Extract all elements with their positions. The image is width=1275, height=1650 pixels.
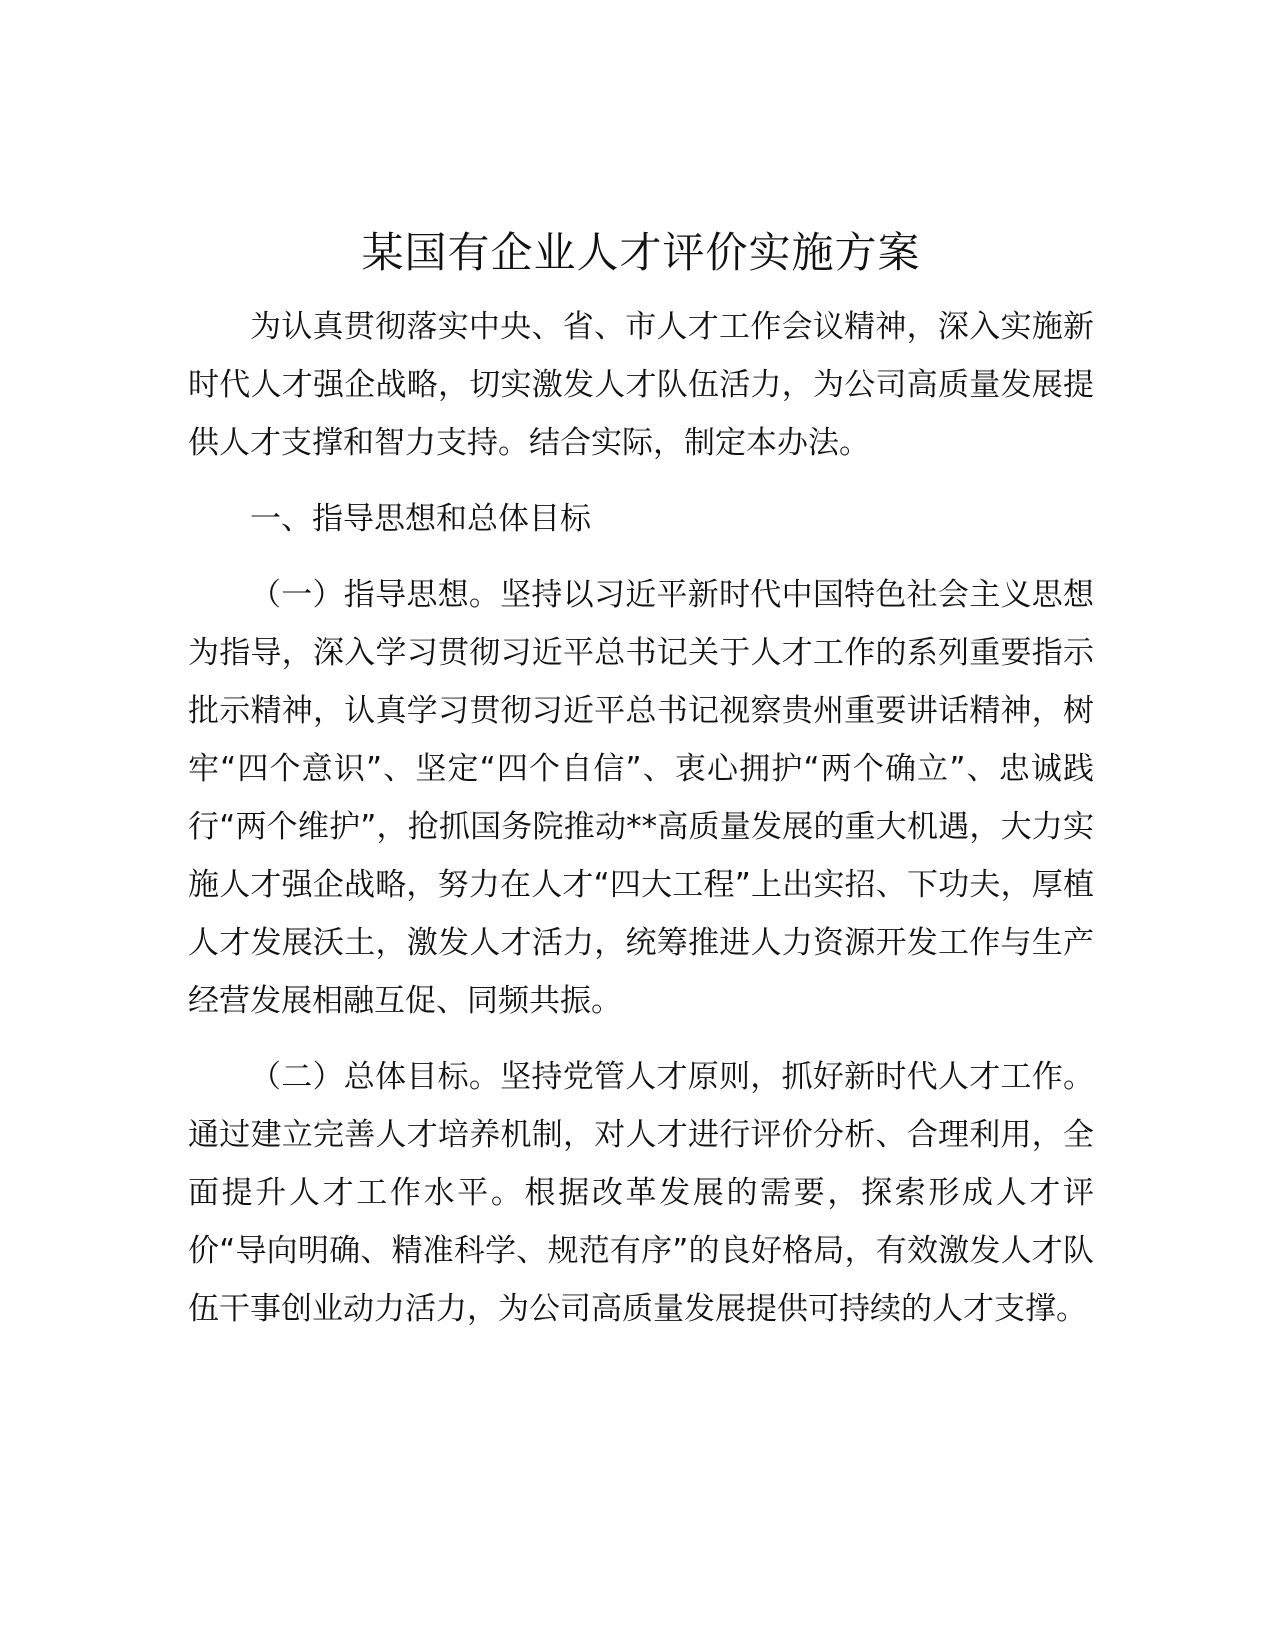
overall-goal-paragraph: （二）总体目标。坚持党管人才原则，抓好新时代人才工作。通过建立完善人才培养机制，对人才进行评价分析、合理利用，全面提升人才工作水平。根据改革发展的需要，探索形成人才评价“导向明确、精准科学、规范有序”的良好格局，有效激发人才队伍干事创业动力活力，为公司高质量发展提供可持续的人才支撑。: [188, 1059, 1094, 1327]
intro-paragraph: 为认真贯彻落实中央、省、市人才工作会议精神，深入实施新时代人才强企战略，切实激发人才队伍活力，为公司高质量发展提供人才支撑和智力支持。结合实际，制定本办法。: [188, 309, 1094, 461]
document-title: 某国有企业人才评价实施方案: [361, 228, 921, 277]
document-body: [188, 222, 1094, 1356]
section-heading-guiding-ideology-and-goals: 一、指导思想和总体目标: [250, 501, 591, 537]
guiding-ideology-paragraph: （一）指导思想。坚持以习近平新时代中国特色社会主义思想为指导，深入学习贯彻习近平总书记关于人才工作的系列重要指示批示精神，认真学习贯彻习近平总书记视察贵州重要讲话精神，树牢“四个意识”、坚定“四个自信”、衷心拥护“两个确立”、忠诚践行“两个维护”，抢抓国务院推动**高质量发展的重大机遇，大力实施人才强企战略，努力在人才“四大工程”上出实招、下功夫，厚植人才发展沃土，激发人才活力，统筹推进人力资源开发工作与生产经营发展相融互促、同频共振。: [188, 577, 1094, 1019]
